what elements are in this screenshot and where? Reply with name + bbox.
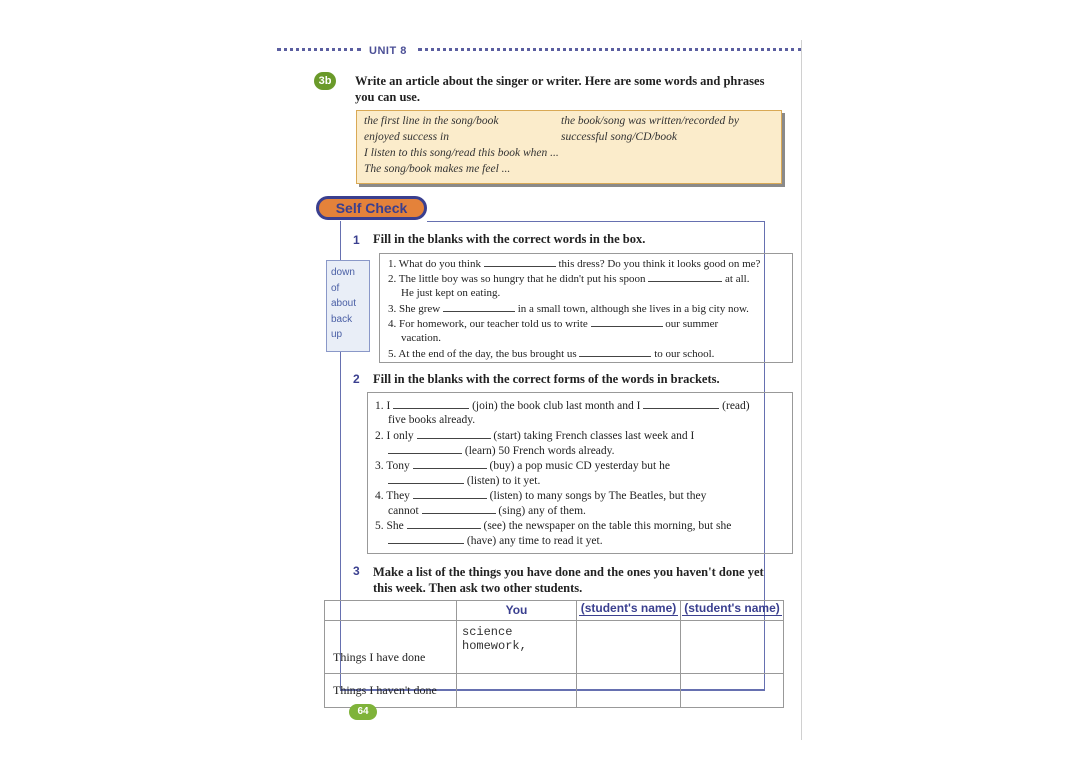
- exercise-box-1: [379, 253, 793, 363]
- exercise-line: five books already.: [388, 414, 476, 426]
- table-row: [325, 621, 784, 674]
- exercise-line: (listen) to it yet.: [388, 474, 540, 487]
- answer-cell[interactable]: [681, 674, 784, 708]
- word: up: [331, 329, 343, 340]
- table-row: [325, 674, 784, 708]
- exercise-line: 3. She grew in a small town, although she lives in a big city now.: [388, 303, 749, 315]
- exercise-line: 3. Tony (buy) a pop music CD yesterday but he: [375, 460, 670, 472]
- header-dots-right: [418, 48, 802, 51]
- exercise-box-2: [367, 392, 793, 554]
- header-dots-left: [277, 48, 361, 51]
- word: down: [331, 267, 355, 278]
- answer-cell[interactable]: [577, 621, 681, 674]
- answer-cell[interactable]: [577, 674, 681, 708]
- exercise-line: He just kept on eating.: [401, 287, 501, 299]
- page-edge: [801, 40, 802, 740]
- survey-table: [324, 600, 784, 708]
- question-title: Fill in the blanks with the correct forms of the words in brackets.: [373, 372, 720, 386]
- exercise-line: (learn) 50 French words already.: [388, 444, 615, 457]
- exercise-line: 5. At the end of the day, the bus brought us to our school.: [388, 348, 715, 360]
- self-check-badge: [316, 196, 427, 220]
- column-header-student[interactable]: (student's name): [681, 601, 784, 621]
- column-header-you: You: [457, 601, 577, 621]
- phrase: I listen to this song/read this book when ...: [364, 147, 559, 159]
- phrase: successful song/CD/book: [561, 131, 677, 143]
- phrase: The song/book makes me feel ...: [364, 163, 511, 175]
- task-instruction: Write an article about the singer or writer. Here are some words and phrases you can use.: [355, 74, 765, 104]
- table-row: [325, 601, 784, 621]
- page-number: 64: [349, 704, 377, 720]
- exercise-line: 2. I only (start) taking French classes last week and I: [375, 430, 695, 442]
- word: about: [331, 298, 357, 309]
- exercise-line: (have) any time to read it yet.: [388, 534, 603, 547]
- exercise-line: cannot (sing) any of them.: [388, 505, 586, 517]
- row-label: Things I have done: [325, 621, 457, 674]
- exercise-line: 5. She (see) the newspaper on the table this morning, but she: [375, 520, 732, 532]
- word-box: [326, 260, 370, 352]
- question-title: Make a list of the things you have done and the ones you haven't done yet this week. Then ask two other students.: [373, 565, 764, 595]
- word: of: [331, 282, 340, 294]
- question-number: 1: [353, 233, 360, 247]
- exercise-line: 4. For homework, our teacher told us to write our summer: [388, 318, 719, 330]
- question-title: Fill in the blanks with the correct words in the box.: [373, 232, 646, 246]
- phrase: enjoyed success in: [364, 131, 449, 143]
- row-label: Things I haven't done: [325, 674, 457, 708]
- answer-cell[interactable]: [457, 674, 577, 708]
- exercise-line: 2. The little boy was so hungry that he didn't put his spoon at all.: [388, 273, 750, 285]
- column-header-student[interactable]: (student's name): [577, 601, 681, 621]
- question-number: 2: [353, 372, 360, 386]
- table-cell: [325, 601, 457, 621]
- answer-cell[interactable]: [681, 621, 784, 674]
- self-check-title: Self Check: [335, 200, 408, 216]
- phrase-box: [356, 110, 782, 184]
- exercise-line: 1. What do you think this dress? Do you think it looks good on me?: [388, 258, 761, 270]
- exercise-line: 4. They (listen) to many songs by The Beatles, but they: [375, 490, 707, 502]
- unit-title: UNIT 8: [369, 45, 407, 57]
- task-badge: 3b: [314, 72, 336, 90]
- exercise-line: 1. I (join) the book club last month and I (read): [375, 400, 750, 412]
- answer-cell[interactable]: science homework,: [457, 621, 577, 674]
- question-number: 3: [353, 564, 360, 578]
- word: back: [331, 313, 353, 325]
- exercise-line: vacation.: [401, 332, 442, 344]
- phrase: the first line in the song/book: [364, 115, 499, 127]
- phrase: the book/song was written/recorded by: [561, 115, 740, 127]
